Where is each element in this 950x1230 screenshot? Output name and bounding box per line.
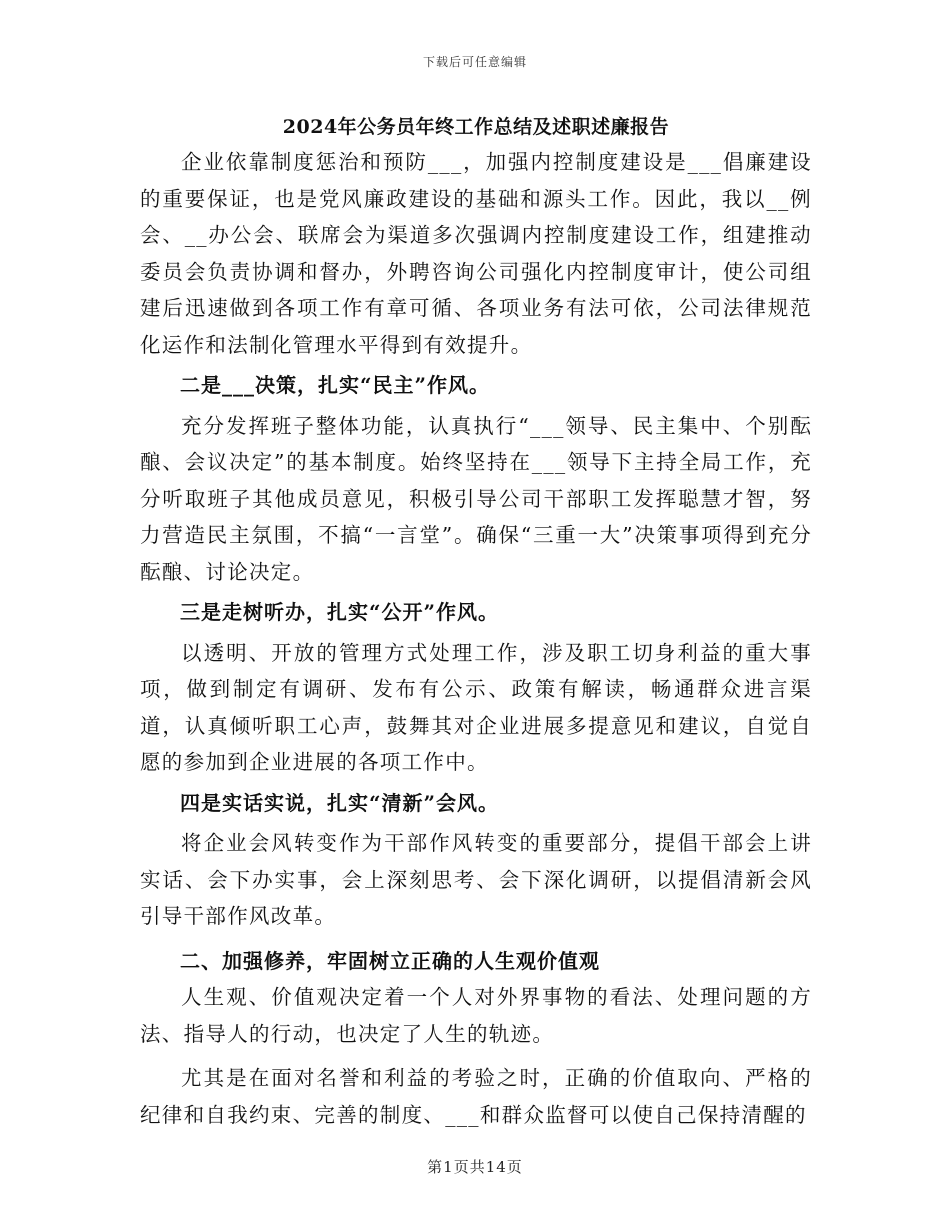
paragraph-democracy: 充分发挥班子整体功能，认真执行“___领导、民主集中、个别酝酿、会议决定”的基本制度。始终坚持在___领导下主持全局工作，充分听取班子其他成员意见，积极引导公司干部职工发挥聪慧才智，努力营造民主氛围，不搞“一言堂”。确保“三重一大”决策事项得到充分酝酿、讨论决定。 [140,413,812,584]
paragraph-openness: 以透明、开放的管理方式处理工作，涉及职工切身利益的重大事项，做到制定有调研、发布有公示、政策有解读，畅通群众进言渠道，认真倾听职工心声，鼓舞其对企业进展多提意见和建议，自觉自愿的参加到企业进展的各项工作中。 [140,640,812,774]
paragraph-intro: 企业依靠制度惩治和预防___，加强内控制度建设是___倡廉建设的重要保证，也是党风廉政建设的基础和源头工作。因此，我以__例会、__办公会、联席会为渠道多次强调内控制度建设工作，组建推动委员会负责协调和督办，外聘咨询公司强化内控制度审计，使公司组建后迅速做到各项工作有章可循、各项业务有法可依，公司法律规范化运作和法制化管理水平得到有效提升。 [140,150,812,357]
section-heading-meeting-style: 四是实话实说，扎实“清新”会风。 [180,790,500,815]
section-heading-openness: 三是走树听办，扎实“公开”作风。 [180,600,500,624]
paragraph-meeting-style: 将企业会风转变作为干部作风转变的重要部分，提倡干部会上讲实话、会下办实事，会上深刻思考、会下深化调研，以提倡清新会风引导干部作风改革。 [140,831,812,928]
paragraph-integrity: 尤其是在面对名誉和利益的考验之时，正确的价值取向、严格的纪律和自我约束、完善的制度、___和群众监督可以使自己保持清醒的 [140,1066,812,1127]
document-title: 2024年公务员年终工作总结及述职述廉报告 [282,116,670,138]
document-body [140,110,812,1133]
page-number: 第1页共14页 [427,1158,523,1176]
page-header: 下载后可任意编辑 [422,55,527,69]
section-heading-democracy: 二是___决策，扎实“民主”作风。 [180,373,491,397]
section-heading-self-cultivation: 二、加强修养，牢固树立正确的人生观价值观 [180,948,600,973]
paragraph-values: 人生观、价值观决定着一个人对外界事物的看法、处理问题的方法、指导人的行动，也决定了人生的轨迹。 [140,985,812,1046]
